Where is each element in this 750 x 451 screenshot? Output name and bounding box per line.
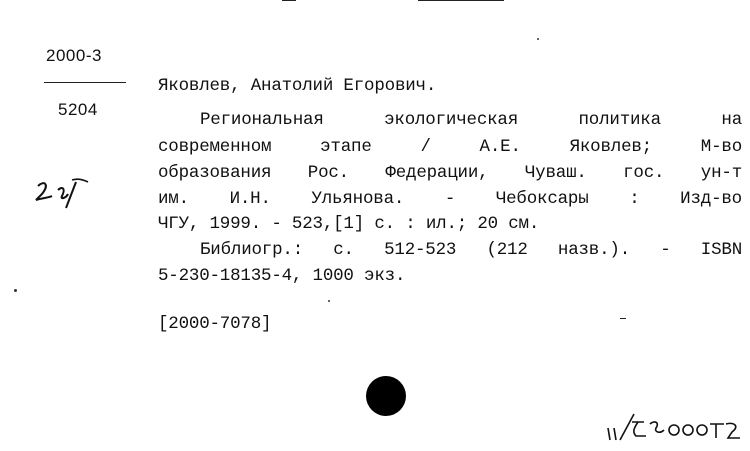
stray-speck xyxy=(537,38,539,40)
stray-mark xyxy=(620,318,626,319)
card-number: 5204 xyxy=(58,100,98,119)
handwritten-mark xyxy=(32,176,92,217)
publication-line: образования Рос. Федерации, Чуваш. гос. ун-т xyxy=(158,163,742,183)
physical-description: ЧГУ, 1999. - 523,[1] с. : ил.; 20 см. xyxy=(158,214,540,234)
author-heading: Яковлев, Анатолий Егорович. xyxy=(158,76,437,96)
isbn-line: 5-230-18135-4, 1000 экз. xyxy=(158,266,406,286)
code-divider xyxy=(44,82,126,83)
call-number: [2000-7078] xyxy=(158,314,272,334)
publication-line: им. И.Н. Ульянова. - Чебоксары : Изд-во xyxy=(158,189,742,209)
stray-speck xyxy=(14,289,17,292)
year-code: 2000-3 xyxy=(46,46,102,65)
bibliography-note: Библиогр.: с. 512-523 (212 назв.). - ISBN xyxy=(200,240,742,260)
title-line: современном этапе / А.Е. Яковлев; М-во xyxy=(158,137,742,157)
handwritten-stamp xyxy=(604,410,744,446)
top-edge-mark xyxy=(418,0,504,1)
punch-hole xyxy=(366,376,406,416)
title-line: Региональная экологическая политика на xyxy=(200,110,742,130)
top-edge-mark xyxy=(282,0,296,1)
stray-speck xyxy=(328,300,330,302)
